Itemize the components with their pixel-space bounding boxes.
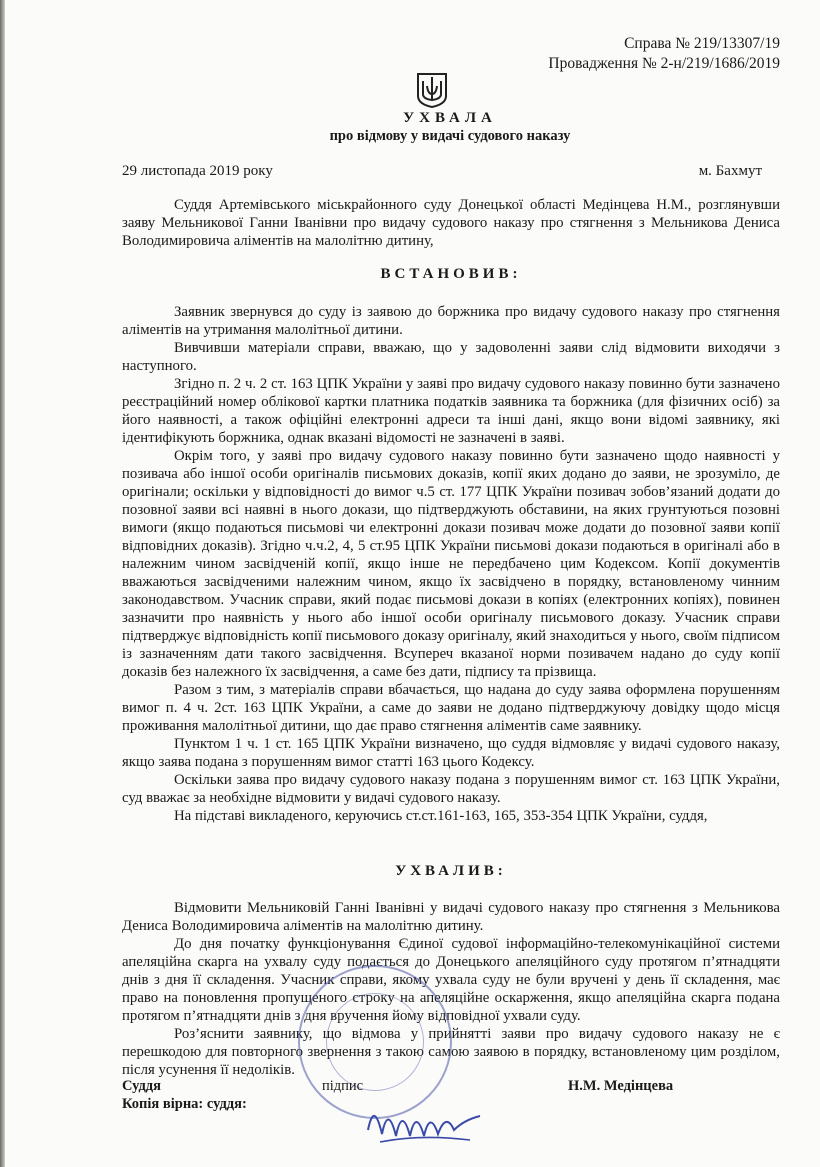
resolved-heading: УХВАЛИВ: <box>395 863 507 879</box>
document-city: м. Бахмут <box>698 163 762 179</box>
established-paragraph-7: Оскільки заява про видачу судового наказу подана з порушенням вимог ст. 163 ЦПК України, суд вважає за необхідне відмовити у видачі судового наказу. <box>122 772 780 806</box>
document-title: УХВАЛА <box>403 110 497 126</box>
established-paragraph-8: На підставі викладеного, керуючись ст.ст.161-163, 165, 353-354 ЦПК України, суддя, <box>174 808 708 824</box>
document-subtitle: про відмову у видачі судового наказу <box>329 128 571 144</box>
resolved-paragraph-1: Відмовити Мельниковій Ганні Іванівні у видачі судового наказу про стягнення з Мельникова Дениса Володимировича аліментів на малолітню дитину. <box>122 900 780 934</box>
established-section <box>122 303 780 825</box>
judge-role: Суддя <box>122 1078 161 1094</box>
case-number: Справа № 219/13307/19 <box>624 35 780 52</box>
trident-emblem-icon <box>415 72 449 108</box>
established-paragraph-3: Згідно п. 2 ч. 2 ст. 163 ЦПК України у заяві про видачу судового наказу повинно бути зазначено реєстраційний номер облікової картки платника податків заявника та боржника (для фізичних осіб) за його наявності, а також офіційні електронні адреси та інші дані, якщо вони відомі заявнику, які ідентифікують боржника, однак вказані відомості не зазначені в заяві. <box>122 376 780 446</box>
established-paragraph-4: Окрім того, у заяві про видачу судового наказу повинно бути зазначено щодо наявності у позивача або іншої особи оригіналів письмових доказів, копії яких додано до заяви, не зрозуміло, де оригінали; оскільки у відповідності до вимог ч.5 ст. 177 ЦПК України позивач зобов’язаний додати до позовної заяви всі наявні в нього докази, що підтверджують обставини, на яких грунтуються позовні вимоги (якщо подаються письмові чи електронні докази позивач може додати до позовної заяви копії відповідних доказів). Згідно ч.ч.2, 4, 5 ст.95 ЦПК України письмові докази подаються в оригіналі або в належним чином засвідченій копії, якщо інше не передбачено цим Кодексом. Копії документів вважаються засвідченими належним чином, якщо їх засвідчено в порядку, встановленому чинним законодавством. Учасник справи, який подає письмові докази в копіях (електронних копіях), повинен зазначити про наявність у нього або іншої особи оригіналу письмового доказу. Учасник справи підтверджує відповідність копії письмового доказу оригіналу, який знаходиться у нього, своїм підписом із зазначенням дати такого засвідчення. Всупереч вказаної норми позивачем надано до суду копії доказів без належного їх засвідчення, а саме без дати, підпису та прізвища. <box>122 448 780 680</box>
scan-edge <box>0 0 5 1167</box>
case-info <box>548 34 780 74</box>
resolved-paragraph-3: Роз’яснити заявнику, що відмова у прийнятті заяви про видачу судового наказу не є перешкодою для повторного звернення з такою самою заявою в порядку, встановленому цим розділом, після усунення її недоліків. <box>122 1026 780 1078</box>
resolved-paragraph-2: До дня початку функціонування Єдиної судової інформаційно-телекомунікаційної системи апеляційна скарга на ухвалу суду подається до Донецького апеляційного суду протягом п’ятнадцяти днів з дня її складення. Учасник справи, якому ухвала суду не були вручені у день її складення, має право на поновлення пропущеного строку на апеляційне оскарження, якщо апеляційна скарга подана протягом п’ятнадцяти днів з дня вручення йому відповідної ухвали суду. <box>122 936 780 1024</box>
intro-paragraph <box>122 196 780 250</box>
established-paragraph-5: Разом з тим, з матеріалів справи вбачається, що надана до суду заява оформлена порушенням вимог п. 4 ч. 2ст. 163 ЦПК України, а саме до заяви не додано підтверджуючу довідку щодо місця проживання малолітньої дитини, що дає право стягнення аліментів саме заявнику. <box>122 682 780 734</box>
intro-text: Суддя Артемівського міськрайонного суду Донецької області Медінцева Н.М., розглянувши заяву Мельникової Ганни Іванівни про видачу судового наказу про стягнення з Мельникова Дениса Володимировича аліментів на малолітню дитину, <box>122 197 780 249</box>
handwritten-signature-icon <box>360 1090 490 1160</box>
established-paragraph-2: Вивчивши матеріали справи, вважаю, що у задоволенні заяви слід відмовити виходячи з наступного. <box>122 340 780 374</box>
date-line <box>122 163 762 180</box>
established-paragraph-1: Заявник звернувся до суду із заявою до боржника про видачу судового наказу про стягнення аліментів на утримання малолітньої дитини. <box>122 304 780 338</box>
established-paragraph-6: Пунктом 1 ч. 1 ст. 165 ЦПК України визначено, що суддя відмовляє у видачі судового наказу, якщо заява подана з порушенням вимог статті 163 цього Кодексу. <box>122 736 780 770</box>
established-heading: ВСТАНОВИВ: <box>380 266 522 282</box>
proceeding-number: Провадження № 2-н/219/1686/2019 <box>548 55 780 72</box>
judge-name: Н.М. Медінцева <box>568 1078 674 1094</box>
sign-label: підпис <box>322 1078 364 1094</box>
document-date: 29 листопада 2019 року <box>122 163 273 179</box>
copy-certified: Копія вірна: суддя: <box>122 1096 247 1112</box>
